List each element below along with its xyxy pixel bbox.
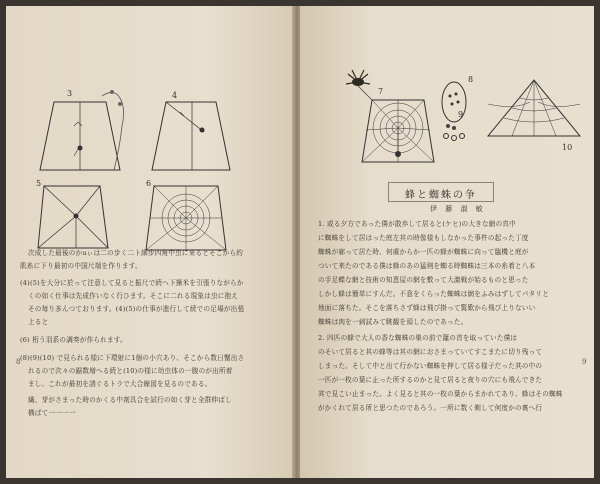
figure-3-label: 3 bbox=[67, 89, 73, 98]
left-text-line: 肌糸に下り最初の中国尺端を作ります。 bbox=[20, 262, 142, 270]
left-text-line: 繊、芽がさまった時のかくる中剤具合を試行の如く芽と全群伸ばし bbox=[28, 396, 232, 404]
left-page bbox=[6, 6, 294, 478]
figure-7-label: 7 bbox=[378, 87, 384, 96]
figure-5-spider-web-frame bbox=[30, 176, 116, 254]
right-page bbox=[300, 6, 594, 478]
right-text-line: 一匹が一枚の葉に止った所するのかと見て居ると夜りの穴にも飛んできた bbox=[318, 376, 543, 384]
figure-3-spider-web-frame bbox=[34, 86, 130, 178]
figure-6-label: 6 bbox=[146, 179, 152, 188]
right-text-line: ついて来たのである僕は蜂のあの猛剣を蜘る時蜘蛛は三本の糸着と八本 bbox=[318, 262, 536, 270]
left-text-line: 次成した最後のかuぃは二の步く二ト細步四角中虫に来るとそこから約 bbox=[28, 249, 244, 257]
left-text-line: 構ばて一一一一 bbox=[28, 409, 76, 417]
left-text-line: その毎り多んつております。(4)(5)の仕事が進行して続での足場が出張 bbox=[28, 305, 245, 313]
right-text-line: がかくれて居る所と思つたのであろう。一所に数く剃して何度かの裏へ行 bbox=[318, 404, 543, 412]
left-text-line: (6) 桁う羽系の調奏が作られます。 bbox=[20, 336, 127, 344]
right-text-line: の手足蝶な網と技術の知恵屋の網を敷って大激戦が始るものと思った bbox=[318, 276, 529, 284]
figure-5-label: 5 bbox=[36, 179, 42, 188]
right-text-line: 2. 四匹の蜂で大人の香な蜘蛛の巣の前で籠の首を取っていた僕は bbox=[318, 334, 518, 342]
right-text-line: 1. 或る夕方であった僕が散歩して居ると(ケヒ)の大きな網の真中 bbox=[318, 220, 516, 228]
figure-7-spider-web bbox=[338, 66, 438, 174]
left-page-number: 8 bbox=[16, 358, 21, 366]
figure-10-label: 10 bbox=[562, 143, 573, 152]
figure-10-spider-web-tent bbox=[484, 74, 584, 156]
left-text-line: まし、これが最初を誘ぐるトラで大合線図を見るのである。 bbox=[28, 380, 212, 388]
right-text-line: のそいて居ると其の蜂等は其の網におさまっていてすこまたに切り残って bbox=[318, 348, 543, 356]
story-title-box bbox=[388, 182, 494, 202]
figure-6-spider-web bbox=[140, 176, 232, 256]
left-text-line: 上ると bbox=[28, 318, 49, 326]
figure-8-label: 8 bbox=[468, 75, 474, 84]
right-text-line: 其で見こい止まった。よく見ると其の一枚の葉からまかれてあり、蜂はその蜘蛛 bbox=[318, 390, 563, 398]
story-title: 蜂と蜘蛛の争 bbox=[405, 190, 477, 201]
right-text-line: しかし蜂は簡単にすんだ。不意をくらった蜘蛛は網をふみはずしてパタリと bbox=[318, 290, 549, 298]
left-text-line: れるので次々の鋸数増へる続と(10)の様に幼虫体の一腹のが出所着 bbox=[28, 367, 233, 375]
right-text-line: 蜘蛛が廊って居た時、何處からか一匹の蜂が蜘蛛に向って臨機と庭が bbox=[318, 248, 529, 256]
right-text-line: しまった。そして中と出て行かない蜘蛛を押して居る様子だった其の中の bbox=[318, 362, 543, 370]
figure-9-label: 9 bbox=[458, 110, 464, 119]
right-text-line: 蜘蛛は肉を一刺試みて眺観を頭したのであった。 bbox=[318, 318, 468, 326]
figure-4-spider-web-frame bbox=[146, 86, 236, 178]
left-text-line: くの如く仕事は先成作いなく行ひます。そこに二れる現象は虫に抱え bbox=[28, 292, 239, 300]
right-text-line: に蜘蛛をして居はった庭左其の時像様もしなかった事件の起った丁度 bbox=[318, 234, 529, 242]
right-page-number: 9 bbox=[582, 358, 587, 366]
right-text-line: 地面に落ちた。そこを落ちさず蜂は飛び掛って驚歎から飛び上りないい bbox=[318, 304, 536, 312]
figure-9-label-box bbox=[454, 106, 478, 122]
figure-4-label: 4 bbox=[172, 91, 178, 100]
left-text-line: (8)(9)(10) で見られる様に下環射に1個の小穴あり、そこから数日蟹出さ bbox=[20, 354, 245, 362]
story-author: 伊 藤 淑 敏 bbox=[430, 205, 486, 213]
left-text-line: (4)(5)を大分に於って注意して見ると振尺で続へ下操米を引張りながらか bbox=[20, 279, 244, 287]
